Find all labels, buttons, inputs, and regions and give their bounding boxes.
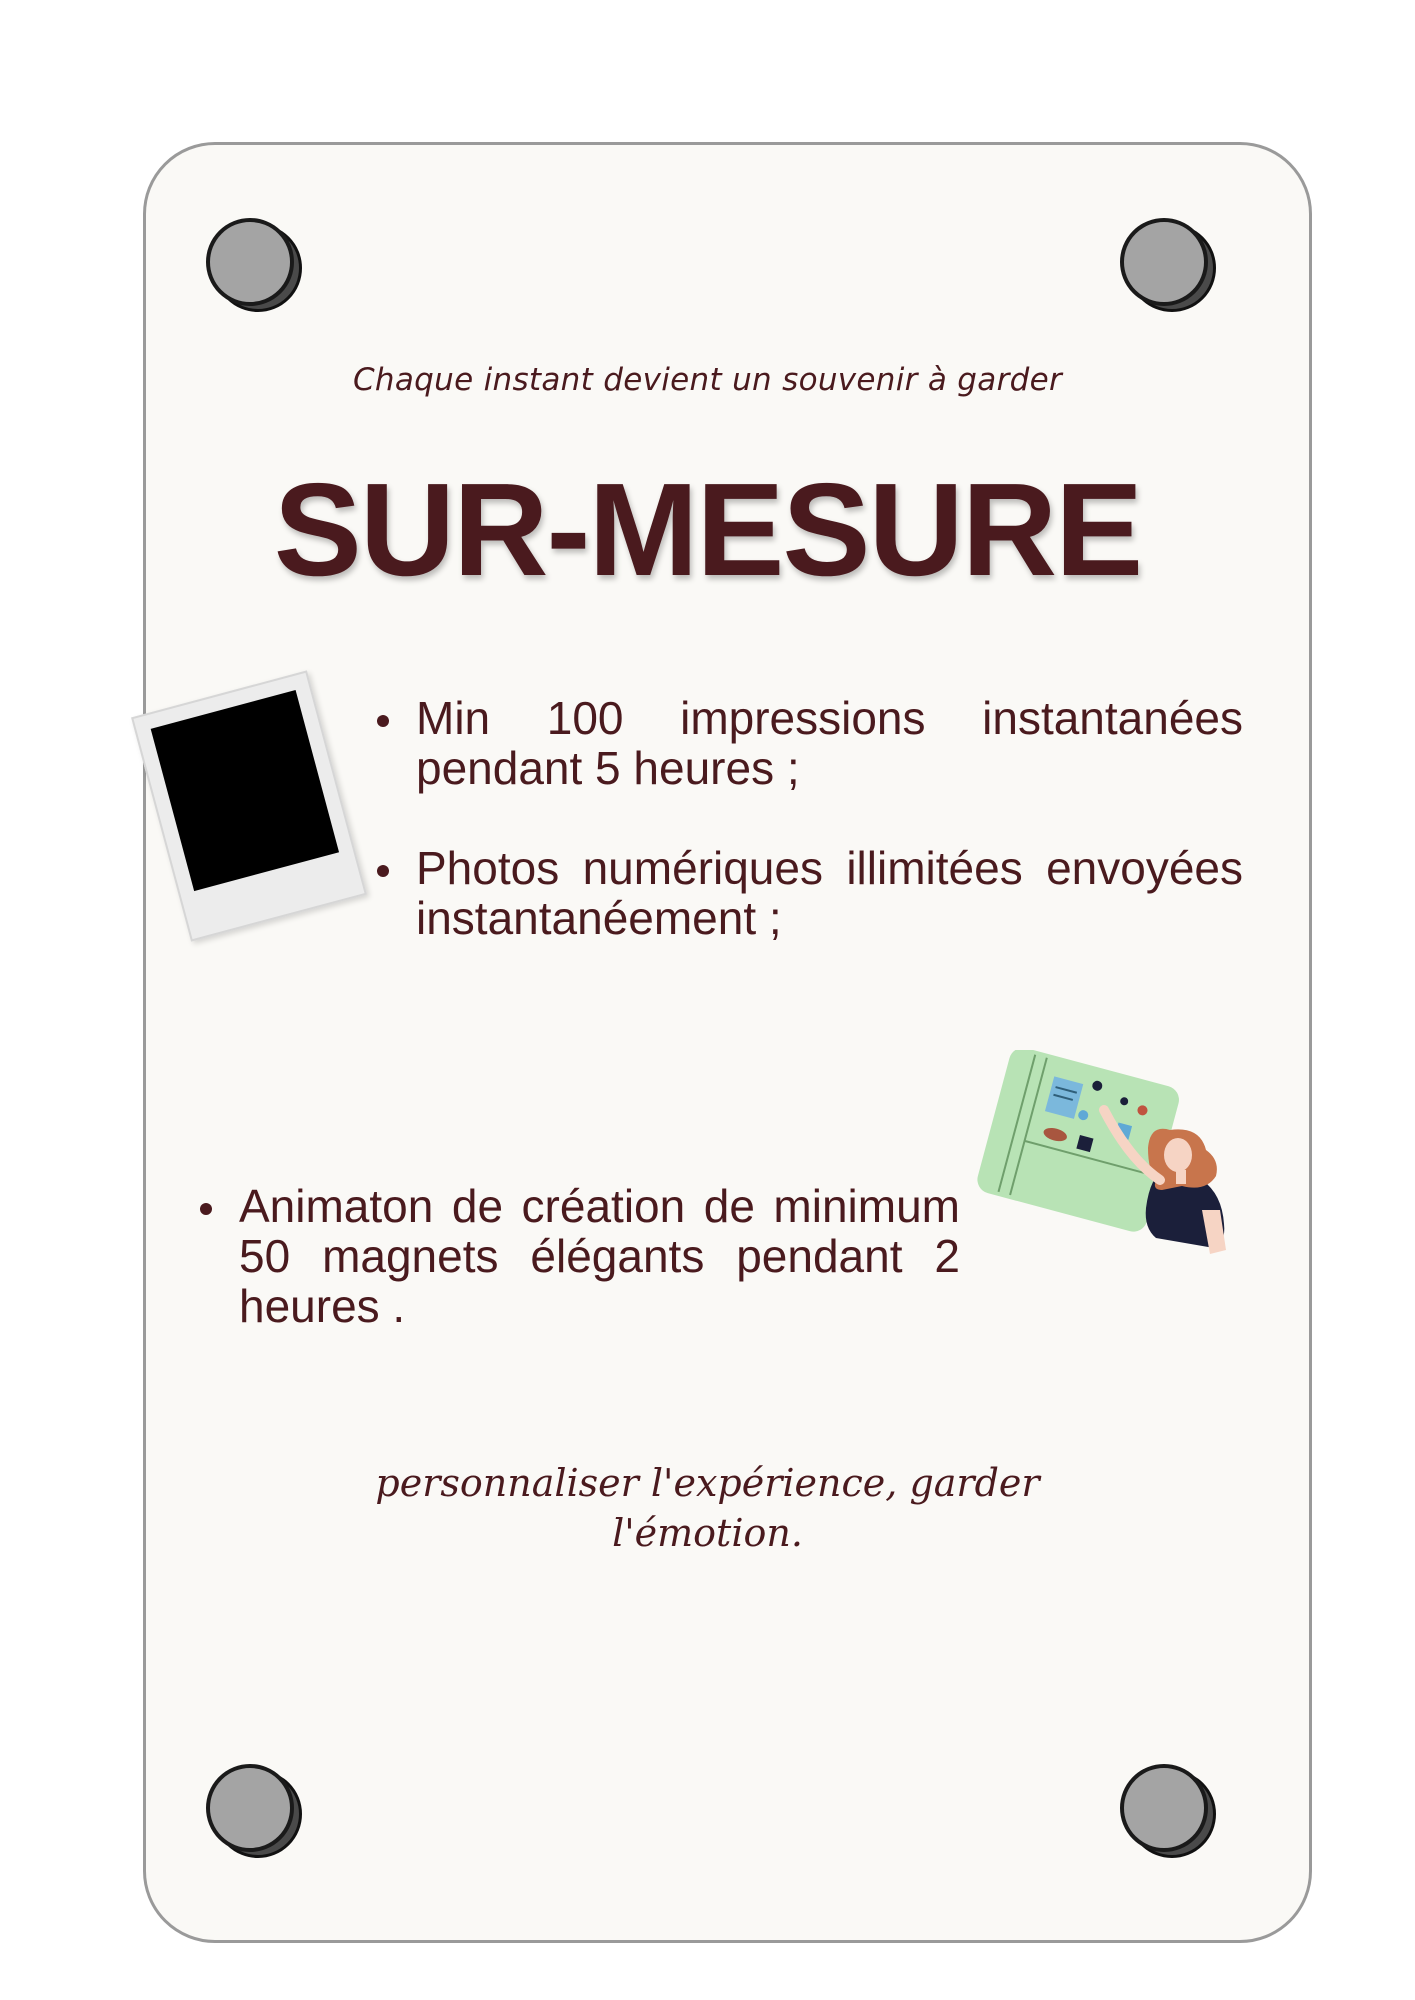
list-item: Photos numériques illimitées envoyées instantanéement ;: [373, 843, 1243, 943]
list-item: Min 100 impressions instantanées pendant 5 heures ;: [373, 693, 1243, 793]
pin-icon: [206, 1764, 306, 1864]
pin-icon: [1120, 1764, 1220, 1864]
signature-line-2: l'émotion.: [612, 1511, 803, 1555]
signature-tagline: [0, 1458, 1415, 1558]
tagline: Chaque instant devient un souvenir à garder: [352, 362, 1063, 398]
page-title: SUR-MESURE: [273, 456, 1142, 603]
pin-icon: [1120, 218, 1220, 318]
feature-list-top: [373, 693, 1243, 993]
pin-icon: [206, 218, 306, 318]
feature-list-bottom: [196, 1181, 960, 1331]
offer-card: [143, 142, 1312, 1943]
signature-line-1: personnaliser l'expérience, garder: [375, 1461, 1040, 1505]
woman-placing-magnets-on-fridge-illustration: [970, 1050, 1240, 1260]
list-item: Animaton de création de minimum 50 magnets élégants pendant 2 heures .: [196, 1181, 960, 1331]
